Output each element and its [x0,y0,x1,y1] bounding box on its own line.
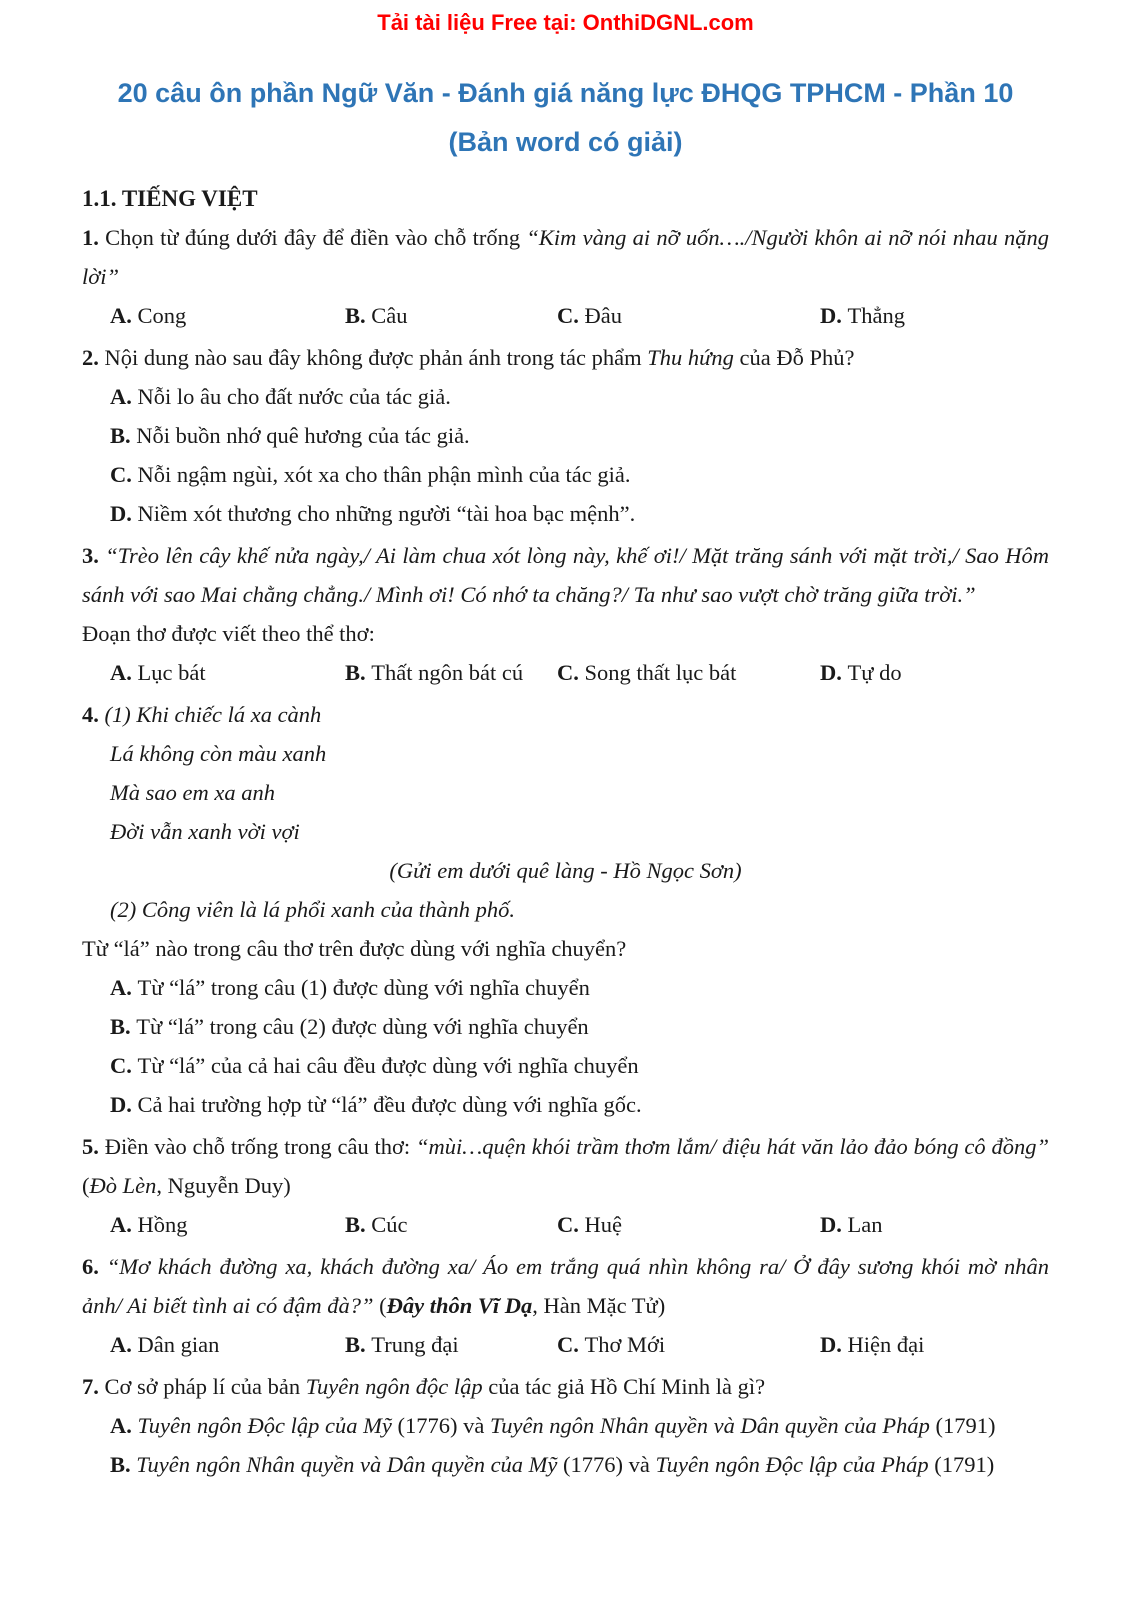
option-label: B. [345,660,372,685]
text-segment: Cả hai trường hợp từ “lá” đều được dùng với nghĩa gốc. [137,1092,642,1117]
text-segment: Lá không còn màu xanh [110,741,327,766]
text-segment: Thất ngôn bát cú [371,660,524,685]
option-label: A. [110,1332,138,1357]
answer-option [110,1085,1049,1124]
download-notice: Tải tài liệu Free tại: OnthiDGNL.com [377,10,754,35]
text-segment: (1791) [928,1452,995,1477]
text-segment: Đâu [584,303,622,328]
answer-option [820,1205,1049,1244]
question-paragraph [82,773,1049,812]
text-segment: “Trèo lên cây khế nửa ngày,/ Ai làm chua xót lòng này, khế ơi!/ Mặt trăng sánh với mặt trời,/ Sao Hôm sánh với sao Mai chằng chẳng./ Mình ơi! Có nhớ ta chăng?/ Ta như sao vượt chờ trăng giữa trời.” [82,543,1049,607]
question-paragraph [82,218,1049,296]
question-paragraph [82,1367,1049,1406]
answer-option [820,1325,1049,1364]
answer-option [110,968,1049,1007]
answer-options [82,296,1049,335]
option-label: B. [110,1452,137,1477]
answer-option [557,653,820,692]
question-paragraph [82,734,1049,773]
questions-list [82,218,1049,1484]
section-heading: 1.1. TIẾNG VIỆT [82,186,258,211]
text-segment: ( [82,1173,90,1198]
answer-option [110,1406,1049,1445]
option-label: B. [345,1212,372,1237]
question-number: 3. [82,543,106,568]
answer-option [557,296,820,335]
option-label: A. [110,1212,138,1237]
answer-option [110,1046,1049,1085]
text-segment: Trung đại [371,1332,459,1357]
document-title-line2: (Bản word có giải) [448,127,683,157]
text-segment: Nỗi buồn nhớ quê hương của tác giả. [136,423,470,448]
text-segment: Thơ Mới [584,1332,666,1357]
answer-option [110,1325,345,1364]
answer-option [820,653,1049,692]
question-paragraph [82,812,1049,851]
option-label: C. [557,1212,585,1237]
question-number: 2. [82,345,105,370]
option-label: D. [110,1092,138,1117]
option-label: C. [557,660,585,685]
option-label: B. [110,1014,137,1039]
text-segment: Chọn từ đúng dưới đây để điền vào chỗ trống [105,225,527,250]
text-segment: Nội dung nào sau đây không được phản ánh trong tác phẩm [104,345,648,370]
answer-options [82,1406,1049,1484]
answer-option [345,1205,557,1244]
text-segment: Câu [371,303,408,328]
question-number: 7. [82,1374,105,1399]
answer-options [82,968,1049,1124]
text-segment: (2) Công viên là lá phổi xanh của thành phố. [110,897,515,922]
text-segment: của tác giả Hồ Chí Minh là gì? [482,1374,766,1399]
answer-option [345,296,557,335]
question-paragraph [82,929,1049,968]
text-segment: Thẳng [847,303,905,328]
question [82,695,1049,1124]
answer-option [110,494,1049,533]
text-segment: Tự do [847,660,902,685]
answer-option [110,416,1049,455]
text-segment: Niềm xót thương cho những người “tài hoa bạc mệnh”. [137,501,636,526]
text-segment: Dân gian [137,1332,220,1357]
text-segment: Cơ sở pháp lí của bản [104,1374,306,1399]
answer-option [345,653,557,692]
question [82,338,1049,533]
text-segment: Từ “lá” nào trong câu thơ trên được dùng với nghĩa chuyển? [82,936,627,961]
answer-option [110,455,1049,494]
option-label: D. [820,1332,848,1357]
answer-option [110,653,345,692]
answer-option [110,296,345,335]
answer-option [345,1325,557,1364]
text-segment: Điền vào chỗ trống trong câu thơ: [104,1134,416,1159]
option-label: A. [110,975,138,1000]
option-label: A. [110,1413,138,1438]
option-label: B. [110,423,137,448]
question-paragraph [82,695,1049,734]
text-segment: Song thất lục bát [584,660,737,685]
option-label: D. [820,660,848,685]
question-paragraph [82,890,1049,929]
question-paragraph [82,614,1049,653]
option-label: C. [557,1332,585,1357]
option-label: D. [820,1212,848,1237]
text-segment: , Hàn Mặc Tử) [532,1293,666,1318]
question [82,1247,1049,1364]
answer-option [557,1325,820,1364]
text-segment: , Nguyễn Duy) [156,1173,291,1198]
text-segment: (1791) [929,1413,996,1438]
question-paragraph [82,1127,1049,1205]
question-paragraph [82,536,1049,614]
option-label: D. [110,501,138,526]
answer-options [82,1205,1049,1244]
answer-option [110,1445,1049,1484]
text-segment: Đời vẫn xanh vời vợi [110,819,300,844]
answer-option [820,296,1049,335]
text-segment: (1776) và [557,1452,656,1477]
answer-options [82,653,1049,692]
text-segment: Đoạn thơ được viết theo thể thơ: [82,621,375,646]
answer-options [82,1325,1049,1364]
question-number: 4. [82,702,105,727]
document-title-line1: 20 câu ôn phần Ngữ Văn - Đánh giá năng lực ĐHQG TPHCM - Phần 10 [117,78,1014,108]
text-segment: Lục bát [137,660,206,685]
text-segment: Từ “lá” trong câu (1) được dùng với nghĩa chuyển [137,975,590,1000]
text-segment: (1776) và [391,1413,490,1438]
text-segment: Mà sao em xa anh [110,780,275,805]
text-segment: Nỗi ngậm ngùi, xót xa cho thân phận mình của tác giả. [137,462,631,487]
text-segment: Tuyên ngôn độc lập [305,1374,483,1399]
text-segment: (1) Khi chiếc lá xa cành [104,702,322,727]
text-segment: Đò Lèn [89,1173,157,1198]
text-segment: Cúc [371,1212,408,1237]
option-label: A. [110,384,138,409]
text-segment: Hiện đại [847,1332,925,1357]
option-label: A. [110,660,138,685]
question-number: 1. [82,225,106,250]
text-segment: Từ “lá” trong câu (2) được dùng với nghĩa chuyển [136,1014,589,1039]
text-segment: Nỗi lo âu cho đất nước của tác giả. [137,384,451,409]
answer-option [110,1205,345,1244]
text-segment: Từ “lá” của cả hai câu đều được dùng với nghĩa chuyển [137,1053,639,1078]
question-paragraph [82,851,1049,890]
text-segment: (Gửi em dưới quê làng - Hồ Ngọc Sơn) [389,858,742,883]
question-number: 5. [82,1134,105,1159]
option-label: C. [110,462,138,487]
text-segment: Huệ [584,1212,622,1237]
answer-option [110,377,1049,416]
option-label: C. [557,303,585,328]
answer-option [110,1007,1049,1046]
text-segment: Cong [137,303,187,328]
text-segment: “Mơ khách đường xa, khách đường xa/ Áo em trắng quá nhìn không ra/ Ở đây sương khói mờ nhân ảnh/ Ai biết tình ai có đậm đà?” [82,1254,1049,1318]
text-segment: Tuyên ngôn Độc lập của Pháp [655,1452,929,1477]
text-segment: Tuyên ngôn Nhân quyền và Dân quyền của Pháp [489,1413,930,1438]
answer-option [557,1205,820,1244]
text-segment: Thu hứng [647,345,734,370]
text-segment: “Kim vàng ai nỡ uốn…./Người khôn ai nỡ nói nhau nặng lời” [82,225,1050,289]
question [82,1127,1049,1244]
answer-options [82,377,1049,533]
text-segment: “mùi…quện khói trầm thơm lắm/ điệu hát văn lảo đảo bóng cô đồng” [415,1134,1049,1159]
text-segment: Hồng [137,1212,188,1237]
question [82,536,1049,692]
text-segment: ( [373,1293,387,1318]
text-segment: Tuyên ngôn Độc lập của Mỹ [137,1413,392,1438]
question [82,218,1049,335]
question [82,1367,1049,1484]
text-segment: Đây thôn Vĩ Dạ [386,1293,533,1318]
text-segment: của Đỗ Phủ? [733,345,855,370]
text-segment: Lan [847,1212,883,1237]
question-paragraph [82,1247,1049,1325]
text-segment: Tuyên ngôn Nhân quyền và Dân quyền của Mỹ [136,1452,558,1477]
question-number: 6. [82,1254,107,1279]
question-paragraph [82,338,1049,377]
option-label: A. [110,303,138,328]
option-label: C. [110,1053,138,1078]
option-label: B. [345,1332,372,1357]
option-label: B. [345,303,372,328]
option-label: D. [820,303,848,328]
